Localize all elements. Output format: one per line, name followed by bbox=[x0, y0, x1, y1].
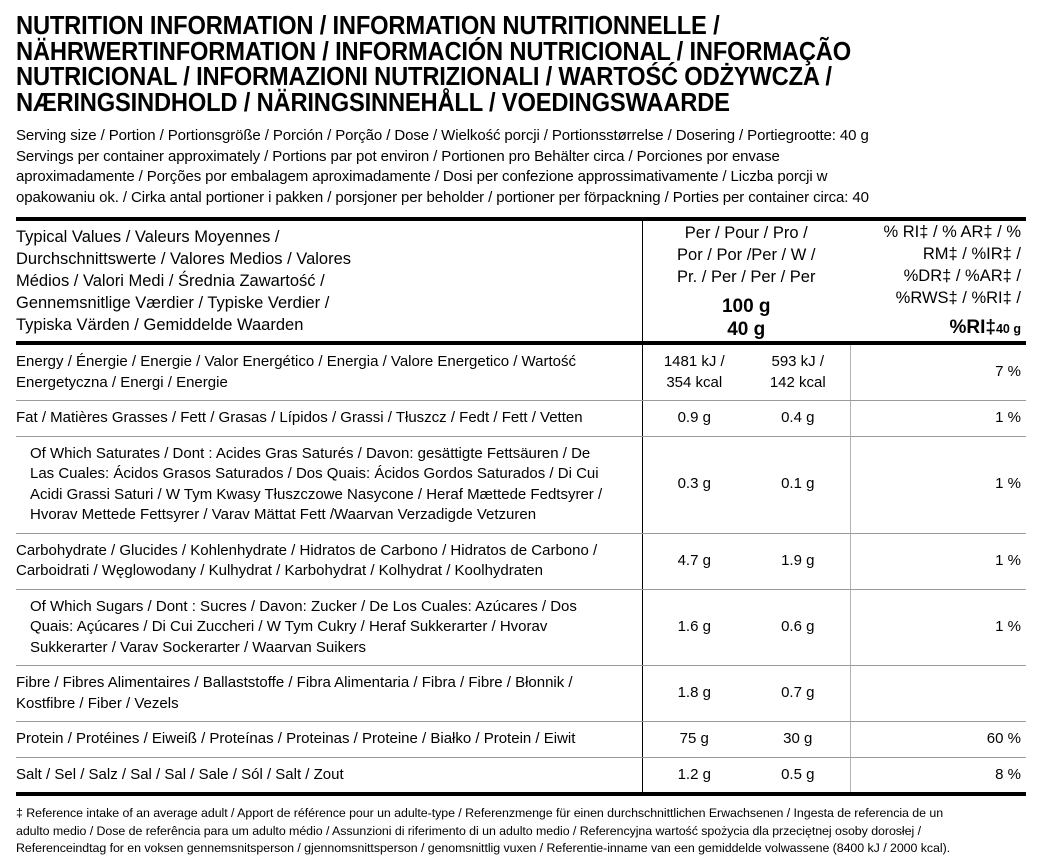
table-row bbox=[16, 436, 1026, 533]
servings-per-container-line-2: aproximadamente / Porções por embalagem aproximadamente / Dosi per confezione approssimativamente / Liczba porcji w bbox=[16, 168, 828, 185]
value-per-40g-line: 0.7 g bbox=[781, 684, 815, 702]
nutrient-name-line: Sukkerarter / Varav Sockerarter / Waarvan Suikers bbox=[30, 638, 366, 656]
nutrient-name-line: Of Which Sugars / Dont : Sucres / Davon: Zucker / De Los Cuales: Azúcares / Dos bbox=[30, 597, 577, 615]
value-per-40g-cell bbox=[746, 436, 850, 533]
value-per-40g-line: 1.9 g bbox=[781, 551, 815, 569]
value-per-100g-line: 1.2 g bbox=[677, 765, 711, 783]
table-row bbox=[16, 757, 1026, 794]
nutrient-name-cell bbox=[16, 436, 642, 533]
footnote-line-2: adulto medio / Dose de referência para um adulto médio / Assunzioni di riferimento di un adulto medio / Referencyjna wartość spożycia dla przeciętnej osoby dorosłej / bbox=[16, 823, 921, 838]
value-per-40g-line: 593 kJ / bbox=[771, 353, 825, 370]
value-per-40g-line: 0.1 g bbox=[781, 475, 815, 493]
value-per-40g-cell bbox=[746, 666, 850, 722]
title-line-4: NÆRINGSINDHOLD / NÄRINGSINNEHÅLL / VOEDINGSWAARDE bbox=[16, 88, 730, 117]
nutrient-name-cell bbox=[16, 722, 642, 758]
value-reference-intake-cell: 7 % bbox=[850, 343, 1026, 401]
value-per-40g-cell bbox=[746, 533, 850, 589]
header-unit-100g: 100 g bbox=[721, 295, 771, 317]
value-per-40g-cell bbox=[746, 589, 850, 666]
nutrient-name-line: Fat / Matières Grasses / Fett / Grasas / Lípidos / Grassi / Tłuszcz / Fedt / Fett / Vetten bbox=[16, 409, 583, 426]
nutrient-name-cell bbox=[16, 666, 642, 722]
header-ri-last: %RI‡ bbox=[949, 317, 996, 338]
value-per-100g-cell bbox=[642, 722, 746, 758]
nutrient-name-line: Of Which Saturates / Dont : Acides Gras Saturés / Davon: gesättigte Fettsäuren / De bbox=[30, 444, 591, 462]
value-per-40g-cell bbox=[746, 757, 850, 794]
value-reference-intake-cell: 1 % bbox=[850, 401, 1026, 437]
value-per-40g-cell bbox=[746, 401, 850, 437]
title-line-3: NUTRICIONAL / INFORMAZIONI NUTRIZIONALI / WARTOŚĆ ODŻYWCZA / bbox=[16, 63, 832, 91]
value-per-40g-line: 30 g bbox=[783, 730, 813, 747]
header-ri-line-1: % RI‡ / % AR‡ / % bbox=[883, 223, 1021, 241]
nutrient-name-cell bbox=[16, 401, 642, 437]
nutrient-name-line: Energetyczna / Energi / Energie bbox=[16, 373, 228, 391]
nutrient-name-cell bbox=[16, 757, 642, 794]
value-per-40g-line: 0.4 g bbox=[781, 409, 815, 426]
value-per-100g-cell bbox=[642, 666, 746, 722]
nutrient-name-line: Quais: Açúcares / Di Cui Zuccheri / W Tym Cukry / Heraf Sukkerarter / Hvorav bbox=[30, 618, 548, 635]
value-per-100g-line: 1.8 g bbox=[677, 684, 711, 702]
value-per-40g-line: 0.5 g bbox=[781, 765, 815, 783]
nutrient-name-line: Hvorav Mettede Fettsyrer / Varav Mättat Fett /Waarvan Verzadigde Vetzuren bbox=[30, 506, 537, 523]
nutrient-name-line: Salt / Sel / Salz / Sal / Sal / Sale / Sól / Salt / Zout bbox=[16, 765, 344, 783]
nutrient-name-cell bbox=[16, 589, 642, 666]
nutrition-table bbox=[16, 217, 1026, 796]
value-per-100g-line: 1.6 g bbox=[677, 618, 711, 635]
value-reference-intake-cell: 1 % bbox=[850, 436, 1026, 533]
nutrient-name-line: Carboidrati / Węglowodany / Kulhydrat / Karbohydrat / Kolhydrat / Koolhydraten bbox=[16, 562, 543, 579]
header-typical-values-line-1: Typical Values / Valeurs Moyennes / bbox=[16, 228, 280, 246]
value-per-40g-line: 0.6 g bbox=[781, 618, 815, 635]
header-ri-line-3: %DR‡ / %AR‡ / bbox=[903, 267, 1021, 285]
value-per-100g-line: 354 kcal bbox=[666, 373, 723, 391]
table-row bbox=[16, 343, 1026, 401]
header-typical-values-line-3: Médios / Valori Medi / Średnia Zawartość / bbox=[16, 272, 325, 290]
header-units bbox=[649, 288, 845, 341]
header-typical-values-line-4: Gennemsnitlige Værdier / Typiske Verdier / bbox=[16, 294, 330, 312]
header-ri-line-5 bbox=[850, 309, 1021, 341]
footnote-line-1: ‡ Reference intake of an average adult / Apport de référence pour un adulte-type / Referenzmenge für einen durchschnittlichen Erwachsenen / Ingesta de referencia de un bbox=[16, 806, 944, 820]
value-reference-intake-cell: 60 % bbox=[850, 722, 1026, 758]
header-reference-intake bbox=[850, 219, 1026, 343]
nutrient-name-line: Kostfibre / Fiber / Vezels bbox=[16, 694, 179, 712]
header-typical-values bbox=[16, 219, 642, 343]
nutrient-name-cell bbox=[16, 343, 642, 401]
value-per-100g-line: 75 g bbox=[679, 730, 709, 747]
header-typical-values-line-5: Typiska Värden / Gemiddelde Waarden bbox=[16, 316, 304, 334]
servings-per-container-line-1: Servings per container approximately / Portions par pot environ / Portionen pro Behälter circa / Porciones por envase bbox=[16, 147, 780, 165]
table-row bbox=[16, 401, 1026, 437]
value-per-100g-line: 4.7 g bbox=[677, 551, 711, 569]
serving-information bbox=[16, 126, 1026, 208]
value-reference-intake-cell bbox=[850, 666, 1026, 722]
table-row bbox=[16, 722, 1026, 758]
reference-intake-footnote bbox=[16, 805, 1026, 858]
value-per-100g-cell bbox=[642, 589, 746, 666]
value-per-100g-cell bbox=[642, 757, 746, 794]
table-body bbox=[16, 343, 1026, 794]
header-typical-values-line-2: Durchschnittswerte / Valores Medios / Valores bbox=[16, 250, 352, 268]
title-line-2: NÄHRWERTINFORMATION / INFORMACIÓN NUTRICIONAL / INFORMAÇÃO bbox=[16, 37, 851, 66]
nutrient-name-cell bbox=[16, 533, 642, 589]
value-per-100g-cell bbox=[642, 401, 746, 437]
table-row bbox=[16, 589, 1026, 666]
value-per-100g-cell bbox=[642, 343, 746, 401]
value-reference-intake-cell: 1 % bbox=[850, 533, 1026, 589]
value-per-40g-cell bbox=[746, 722, 850, 758]
table-row bbox=[16, 533, 1026, 589]
value-per-100g-line: 0.9 g bbox=[677, 409, 711, 426]
serving-size-line: Serving size / Portion / Portionsgröße / Porción / Porção / Dose / Wielkość porcji / Portionsstørrelse / Dosering / Portiegrootte: 40 g bbox=[16, 127, 869, 144]
nutrient-name-line: Energy / Énergie / Energie / Valor Energético / Energia / Valore Energetico / Wartość bbox=[16, 353, 577, 370]
nutrient-name-line: Carbohydrate / Glucides / Kohlenhydrate / Hidratos de Carbono / Hidratos de Carbono / bbox=[16, 541, 598, 559]
header-ri-line-4: %RWS‡ / %RI‡ / bbox=[895, 289, 1021, 307]
value-per-100g-cell bbox=[642, 533, 746, 589]
table-header-row bbox=[16, 219, 1026, 343]
header-ri-40g-suffix: 40 g bbox=[995, 322, 1021, 336]
servings-per-container-line-3: opakowaniu ok. / Cirka antal portioner i pakken / porsjoner per beholder / portioner per förpackning / Porties per container circa: 40 bbox=[16, 188, 869, 206]
nutrient-name-line: Las Cuales: Ácidos Grasos Saturados / Dos Quais: Ácidos Gordos Saturados / Di Cui bbox=[30, 465, 599, 482]
value-per-100g-line: 1481 kJ / bbox=[663, 353, 725, 370]
header-unit-40g: 40 g bbox=[727, 318, 766, 340]
value-reference-intake-cell: 1 % bbox=[850, 589, 1026, 666]
table-row bbox=[16, 666, 1026, 722]
title-line-1: NUTRITION INFORMATION / INFORMATION NUTRITIONNELLE / bbox=[16, 12, 720, 40]
nutrient-name-line: Acidi Grassi Saturi / W Tym Kwasy Tłuszczowe Nasycone / Heraf Mættede Fedtsyrer / bbox=[30, 485, 603, 503]
nutrition-title bbox=[16, 0, 1026, 116]
value-reference-intake-cell: 8 % bbox=[850, 757, 1026, 794]
nutrient-name-line: Protein / Protéines / Eiweiß / Proteínas / Proteinas / Proteine / Białko / Protein / Eiwit bbox=[16, 730, 576, 747]
header-per-line-3: Pr. / Per / Per / Per bbox=[677, 267, 816, 286]
header-per-line-1: Per / Pour / Pro / bbox=[684, 223, 808, 242]
value-per-100g-line: 0.3 g bbox=[677, 475, 711, 493]
header-ri-line-2: RM‡ / %IR‡ / bbox=[922, 245, 1021, 263]
value-per-40g-line: 142 kcal bbox=[769, 373, 826, 391]
footnote-line-3: Referenceindtag for en voksen gennemsnitsperson / gjennomsnittsperson / genomsnittlig vuxen / Referentie-inname van een gemiddelde volwassene (8400 kJ / 2000 kcal). bbox=[16, 841, 951, 855]
header-per-columns bbox=[642, 219, 850, 343]
value-per-100g-cell bbox=[642, 436, 746, 533]
value-per-40g-cell bbox=[746, 343, 850, 401]
header-per-line-2: Por / Por /Per / W / bbox=[677, 245, 816, 264]
nutrient-name-line: Fibre / Fibres Alimentaires / Ballaststoffe / Fibra Alimentaria / Fibra / Fibre / Błonnik / bbox=[16, 674, 573, 691]
